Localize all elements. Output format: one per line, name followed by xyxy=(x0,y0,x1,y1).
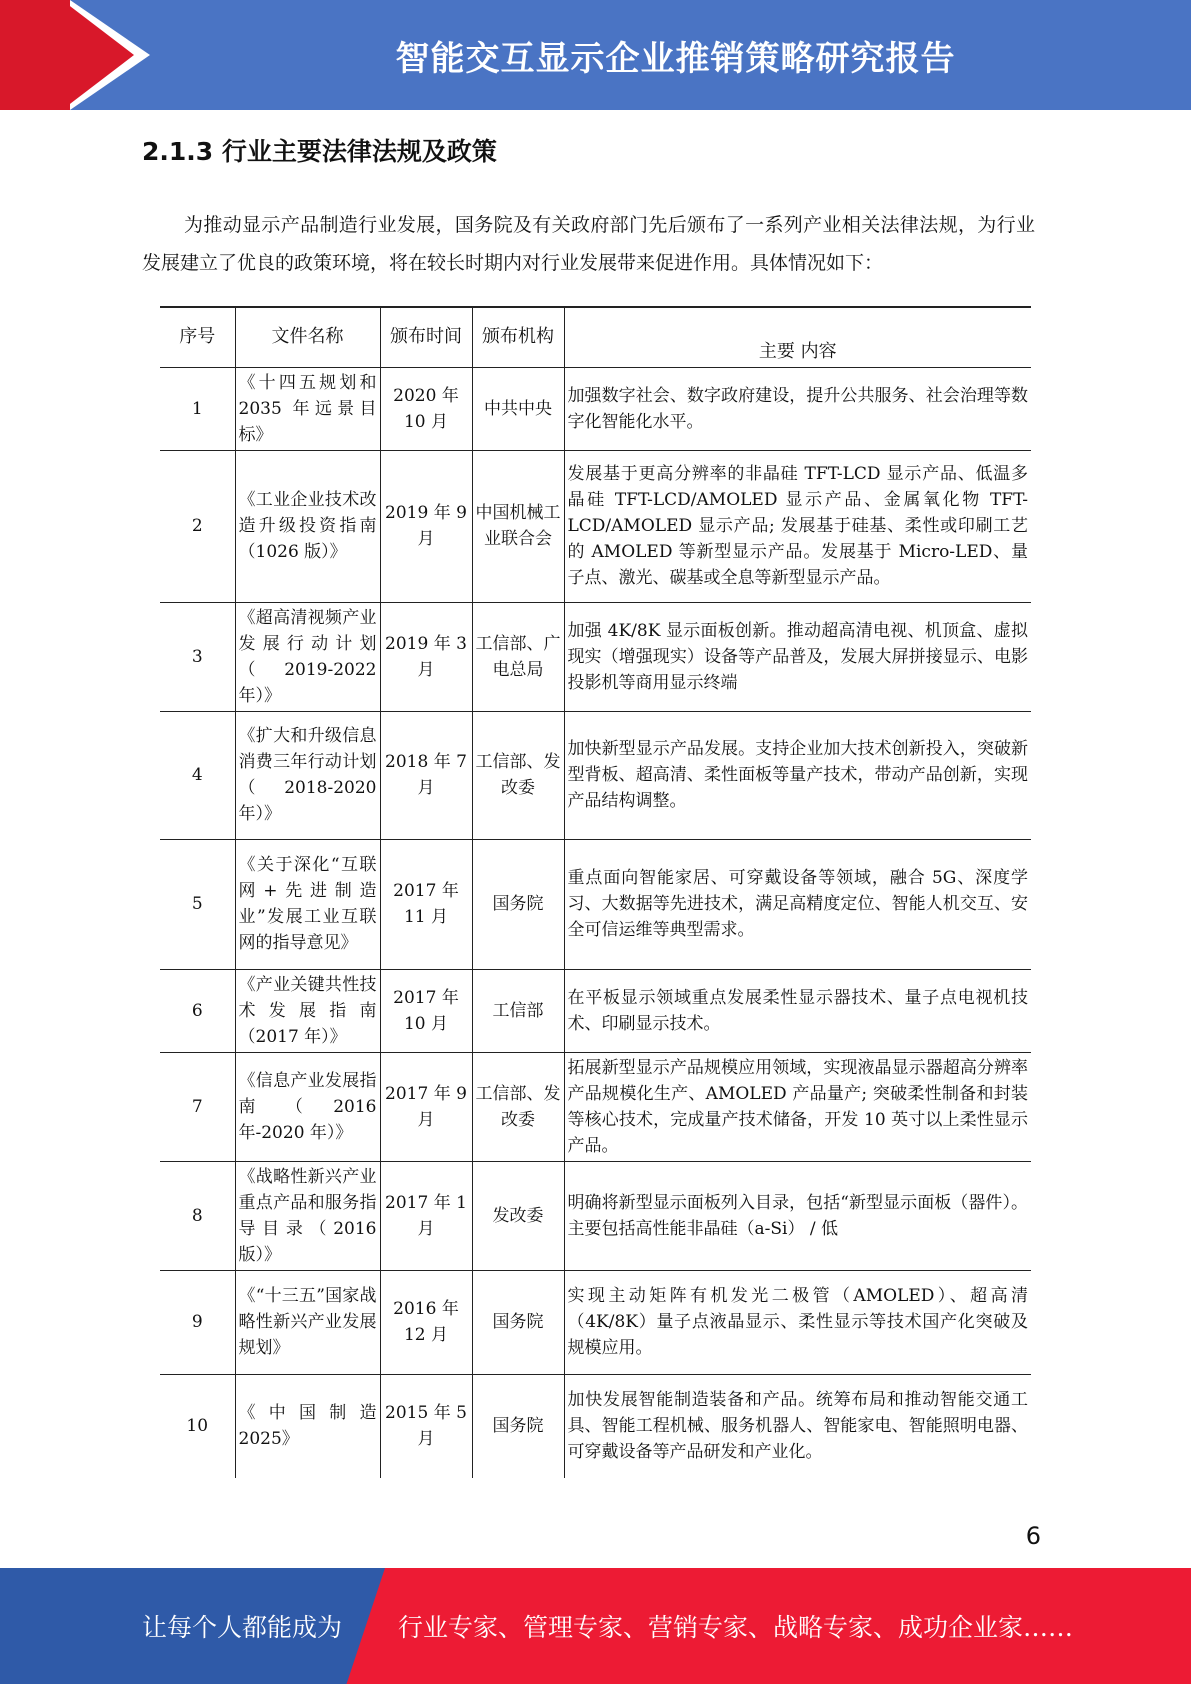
cell-name: 《中国制造 2025》 xyxy=(235,1374,380,1478)
report-header-band xyxy=(0,0,1191,110)
footer-band xyxy=(0,1568,1191,1684)
policy-table xyxy=(160,306,1031,1478)
cell-org: 中国机械工业联合会 xyxy=(472,450,564,602)
cell-org: 中共中央 xyxy=(472,367,564,450)
cell-date: 2020 年 10 月 xyxy=(380,367,472,450)
cell-no: 8 xyxy=(160,1161,235,1270)
cell-org: 工信部、发改委 xyxy=(472,1052,564,1161)
cell-name: 《信息产业发展指南（2016 年-2020 年）》 xyxy=(235,1052,380,1161)
cell-date: 2019 年 9 月 xyxy=(380,450,472,602)
cell-content: 实现主动矩阵有机发光二极管（AMOLED）、超高清（4K/8K）量子点液晶显示、柔性显示等技术国产化突破及规模应用。 xyxy=(564,1270,1031,1374)
table-row xyxy=(160,1052,1031,1161)
cell-no: 10 xyxy=(160,1374,235,1478)
cell-date: 2017 年 1 月 xyxy=(380,1161,472,1270)
cell-org: 工信部、广电总局 xyxy=(472,602,564,711)
page-number: 6 xyxy=(1025,1522,1041,1550)
cell-content: 加快发展智能制造装备和产品。统筹布局和推动智能交通工具、智能工程机械、服务机器人、智能家电、智能照明电器、可穿戴设备等产品研发和产业化。 xyxy=(564,1374,1031,1478)
cell-content: 发展基于更高分辨率的非晶硅 TFT-LCD 显示产品、低温多晶硅 TFT-LCD/AMOLED 显示产品、金属氧化物 TFT-LCD/AMOLED 显示产品; 发展基于硅基、柔性或印刷工艺的 AMOLED 等新型显示产品。发展基于 Micro-LED、量子点、激光、碳基或全息等新型显示产品。 xyxy=(564,450,1031,602)
cell-name: 《“十三五”国家战略性新兴产业发展规划》 xyxy=(235,1270,380,1374)
cell-org: 国务院 xyxy=(472,839,564,969)
footer-slogan-right: 行业专家、管理专家、营销专家、战略专家、成功企业家…… xyxy=(398,1613,1074,1642)
cell-name: 《工业企业技术改造升级投资指南（1026 版）》 xyxy=(235,450,380,602)
cell-date: 2018 年 7 月 xyxy=(380,711,472,839)
header-org: 颁布机构 xyxy=(472,307,564,367)
cell-content: 重点面向智能家居、可穿戴设备等领域，融合 5G、深度学习、大数据等先进技术，满足高精度定位、智能人机交互、安全可信运维等典型需求。 xyxy=(564,839,1031,969)
cell-name: 《关于深化“互联网+先进制造业”发展工业互联网的指导意见》 xyxy=(235,839,380,969)
cell-content: 加强数字社会、数字政府建设，提升公共服务、社会治理等数字化智能化水平。 xyxy=(564,367,1031,450)
cell-content: 加快新型显示产品发展。支持企业加大技术创新投入，突破新型背板、超高清、柔性面板等量产技术，带动产品创新，实现产品结构调整。 xyxy=(564,711,1031,839)
table-row xyxy=(160,1161,1031,1270)
table-row xyxy=(160,602,1031,711)
cell-date: 2017 年 10 月 xyxy=(380,969,472,1052)
header-red-block xyxy=(0,0,70,110)
cell-no: 4 xyxy=(160,711,235,839)
cell-no: 3 xyxy=(160,602,235,711)
cell-org: 国务院 xyxy=(472,1270,564,1374)
cell-name: 《战略性新兴产业重点产品和服务指导目录（2016 版）》 xyxy=(235,1161,380,1270)
intro-paragraph: 为推动显示产品制造行业发展，国务院及有关政府部门先后颁布了一系列产业相关法律法规，为行业发展建立了优良的政策环境，将在较长时期内对行业发展带来促进作用。具体情况如下： xyxy=(142,214,1035,274)
cell-date: 2017 年 9 月 xyxy=(380,1052,472,1161)
cell-org: 国务院 xyxy=(472,1374,564,1478)
header-content: 主要 内容 xyxy=(564,307,1031,367)
table-header-row xyxy=(160,307,1031,367)
table-row xyxy=(160,1374,1031,1478)
cell-no: 1 xyxy=(160,367,235,450)
cell-org: 工信部、发改委 xyxy=(472,711,564,839)
cell-content: 明确将新型显示面板列入目录，包括“新型显示面板（器件）。主要包括高性能非晶硅（a-Si） / 低 xyxy=(564,1161,1031,1270)
cell-date: 2016 年 12 月 xyxy=(380,1270,472,1374)
cell-name: 《十四五规划和 2035 年远景目标》 xyxy=(235,367,380,450)
cell-date: 2019 年 3 月 xyxy=(380,602,472,711)
table-row xyxy=(160,839,1031,969)
cell-date: 2017 年 11 月 xyxy=(380,839,472,969)
table-row xyxy=(160,450,1031,602)
table-row xyxy=(160,711,1031,839)
cell-org: 工信部 xyxy=(472,969,564,1052)
cell-name: 《超高清视频产业发展行动计划（2019-2022 年）》 xyxy=(235,602,380,711)
footer-slogan-left: 让每个人都能成为 xyxy=(142,1613,343,1642)
cell-no: 6 xyxy=(160,969,235,1052)
table-row xyxy=(160,367,1031,450)
cell-no: 5 xyxy=(160,839,235,969)
table-row xyxy=(160,969,1031,1052)
cell-content: 拓展新型显示产品规模应用领域，实现液晶显示器超高分辨率产品规模化生产、AMOLED 产品量产; 突破柔性制备和封装等核心技术，完成量产技术储备，开发 10 英寸以上柔性显示产品。 xyxy=(564,1052,1031,1161)
cell-no: 7 xyxy=(160,1052,235,1161)
cell-org: 发改委 xyxy=(472,1161,564,1270)
cell-name: 《扩大和升级信息消费三年行动计划（2018-2020 年）》 xyxy=(235,711,380,839)
header-name: 文件名称 xyxy=(235,307,380,367)
cell-no: 9 xyxy=(160,1270,235,1374)
cell-name: 《产业关键共性技术发展指南（2017 年）》 xyxy=(235,969,380,1052)
header-no: 序号 xyxy=(160,307,235,367)
cell-content: 在平板显示领域重点发展柔性显示器技术、量子点电视机技术、印刷显示技术。 xyxy=(564,969,1031,1052)
cell-content: 加强 4K/8K 显示面板创新。推动超高清电视、机顶盒、虚拟现实（增强现实）设备等产品普及，发展大屏拼接显示、电影投影机等商用显示终端 xyxy=(564,602,1031,711)
cell-date: 2015 年 5 月 xyxy=(380,1374,472,1478)
cell-no: 2 xyxy=(160,450,235,602)
table-row xyxy=(160,1270,1031,1374)
section-heading: 2.1.3 行业主要法律法规及政策 xyxy=(142,137,497,166)
header-date: 颁布时间 xyxy=(380,307,472,367)
report-title: 智能交互显示企业推销策略研究报告 xyxy=(395,38,956,79)
header-chevron-red xyxy=(62,0,134,110)
